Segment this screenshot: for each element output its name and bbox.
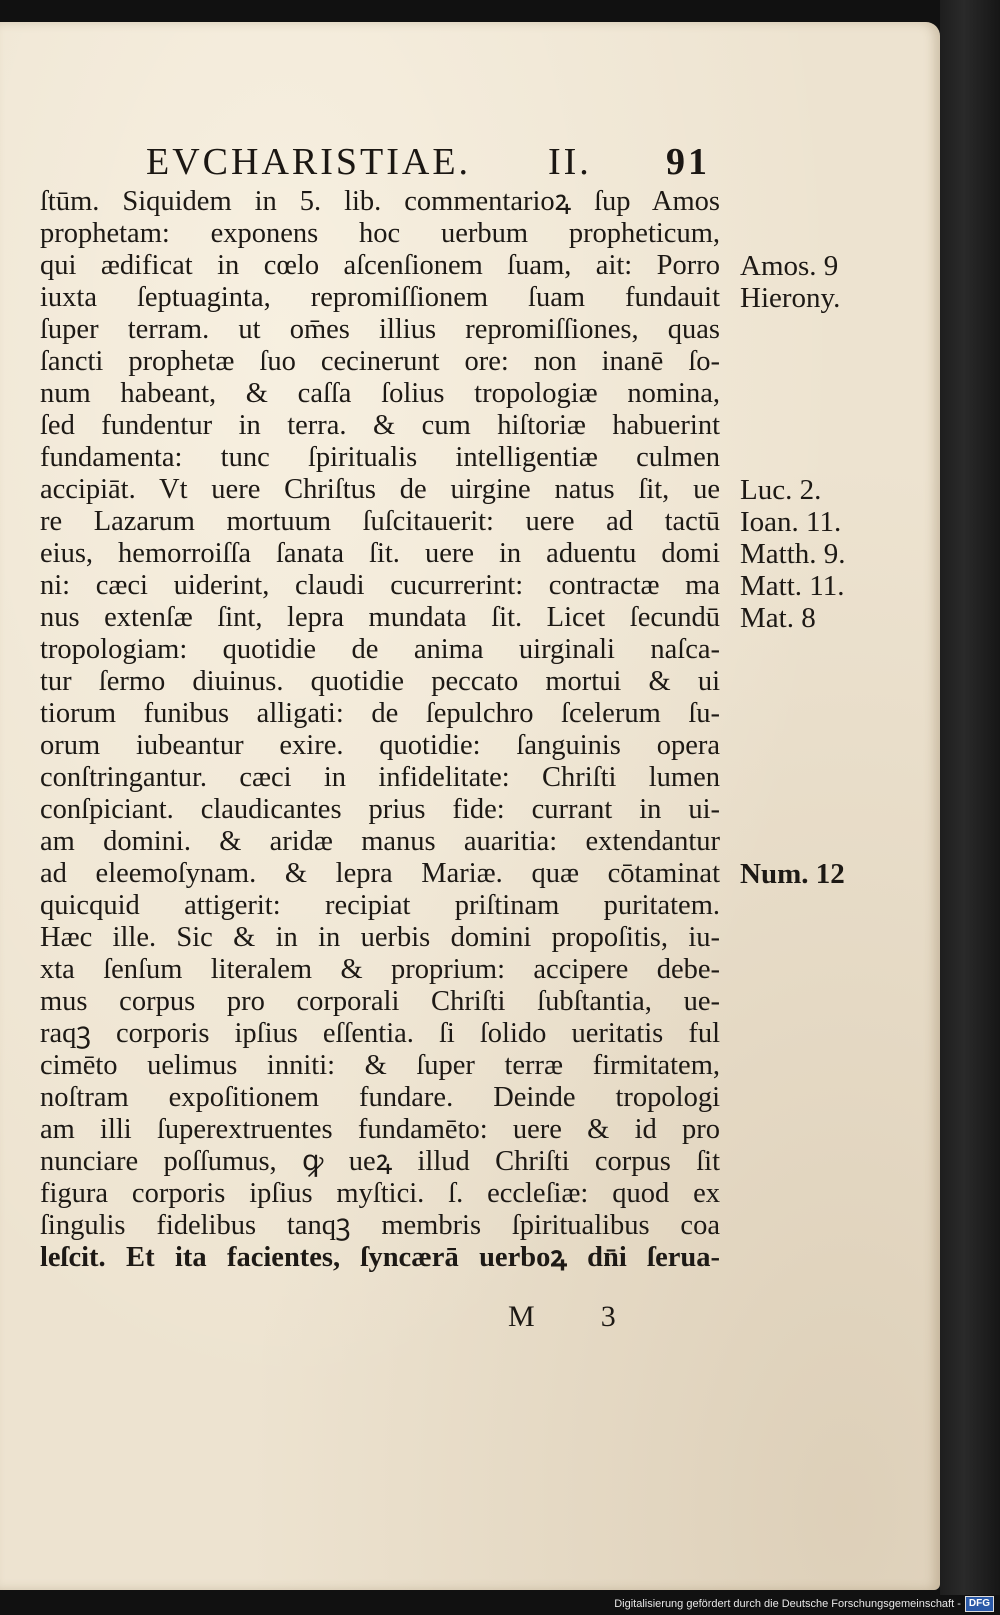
text-line: noſtram expoſitionem fundare. Deinde tropologi bbox=[40, 1082, 720, 1113]
text-line: re Lazarum mortuum ſuſcitauerit: uere ad tactū bbox=[40, 506, 720, 537]
digitization-credit bbox=[614, 1595, 994, 1613]
page-number: 91 bbox=[666, 141, 710, 183]
text-line: conſtringantur. cæci in infidelitate: Chriſti lumen bbox=[40, 762, 720, 793]
chapter-number: II. bbox=[548, 141, 592, 183]
margin-note: Matt. 11. bbox=[740, 570, 845, 602]
text-line: ad eleemoſynam. & lepra Mariæ. quæ cōtaminat bbox=[40, 858, 720, 889]
text-line: orum iubeantur exire. quotidie: ſanguinis opera bbox=[40, 730, 720, 761]
text-line: nus extenſæ ſint, lepra mundata ſit. Licet ſecundū bbox=[40, 602, 720, 633]
text-line: mus corpus pro corporali Chriſti ſubſtantia, ue- bbox=[40, 986, 720, 1017]
text-line: iuxta ſeptuaginta, repromiſſionem ſuam fundauit bbox=[40, 282, 720, 313]
text-line: am illi ſuperextruentes fundamēto: uere & id pro bbox=[40, 1114, 720, 1145]
text-line: tiorum funibus alligati: de ſepulchro ſcelerum ſu- bbox=[40, 698, 720, 729]
text-line: am domini. & aridæ manus auaritia: extendantur bbox=[40, 826, 720, 857]
text-line: figura corporis ipſius myſtici. ſ. eccleſiæ: quod ex bbox=[40, 1178, 720, 1209]
text-line: tropologiam: quotidie de anima uirginali naſca- bbox=[40, 634, 720, 665]
text-line: conſpiciant. claudicantes prius fide: currant in ui- bbox=[40, 794, 720, 825]
text-line: ſed fundentur in terra. & cum hiſtoriæ habuerint bbox=[40, 410, 720, 441]
text-line: ſancti prophetæ ſuo cecinerunt ore: non inanē ſo- bbox=[40, 346, 720, 377]
book-edge bbox=[940, 0, 1000, 1595]
text-line: tur ſermo diuinus. quotidie peccato mortui & ui bbox=[40, 666, 720, 697]
text-line: prophetam: exponens hoc uerbum propheticum, bbox=[40, 218, 720, 249]
margin-note: Amos. 9 bbox=[740, 250, 839, 282]
margin-note: Num. 12 bbox=[740, 858, 845, 890]
text-line: leſcit. Et ita facientes, ſyncærā uerboꝝ dn̄i ſerua- bbox=[40, 1242, 720, 1273]
text-line: num habeant, & caſſa ſolius tropologiæ nomina, bbox=[40, 378, 720, 409]
margin-note: Luc. 2. bbox=[740, 474, 822, 506]
margin-note: Mat. 8 bbox=[740, 602, 816, 634]
text-line: ſuper terram. ut om̄es illius repromiſſiones, quas bbox=[40, 314, 720, 345]
body-text bbox=[40, 186, 720, 1274]
margin-note: Hierony. bbox=[740, 282, 841, 314]
text-line: ſtūm. Siquidem in 5. lib. commentarioꝝ ſup Amos bbox=[40, 186, 720, 217]
text-line: ni: cæci uiderint, claudi cucurrerint: contractæ ma bbox=[40, 570, 720, 601]
text-line: qui ædificat in cœlo aſcenſionem ſuam, ait: Porro bbox=[40, 250, 720, 281]
credit-text: Digitalisierung gefördert durch die Deutsche Forschungsgemeinschaft - bbox=[614, 1598, 961, 1610]
text-line: fundamenta: tunc ſpiritualis intelligentiæ culmen bbox=[40, 442, 720, 473]
running-header bbox=[146, 140, 716, 186]
running-title: EVCHARISTIAE. bbox=[146, 141, 472, 183]
text-line: cimēto uelimus inniti: & ſuper terræ firmitatem, bbox=[40, 1050, 720, 1081]
text-line: eius, hemorroiſſa ſanata ſit. uere in aduentu domi bbox=[40, 538, 720, 569]
signature-letter: M bbox=[508, 1300, 535, 1333]
margin-note: Ioan. 11. bbox=[740, 506, 842, 538]
signature-number: 3 bbox=[600, 1300, 616, 1333]
text-line: accipiāt. Vt uere Chriſtus de uirgine natus ſit, ue bbox=[40, 474, 720, 505]
dfg-logo: DFG bbox=[965, 1596, 994, 1612]
signature-mark bbox=[508, 1300, 616, 1334]
text-line: Hæc ille. Sic & in in uerbis domini propoſitis, iu- bbox=[40, 922, 720, 953]
text-line: nunciare poſſumus, ꝙ ueꝝ illud Chriſti corpus ſit bbox=[40, 1146, 720, 1177]
margin-note: Matth. 9. bbox=[740, 538, 846, 570]
text-line: raqꝫ corporis ipſius eſſentia. ſi ſolido ueritatis ful bbox=[40, 1018, 720, 1049]
text-line: xta ſenſum literalem & proprium: accipere debe- bbox=[40, 954, 720, 985]
text-line: quicquid attigerit: recipiat priſtinam puritatem. bbox=[40, 890, 720, 921]
text-line: ſingulis fidelibus tanqꝫ membris ſpiritualibus coa bbox=[40, 1210, 720, 1241]
